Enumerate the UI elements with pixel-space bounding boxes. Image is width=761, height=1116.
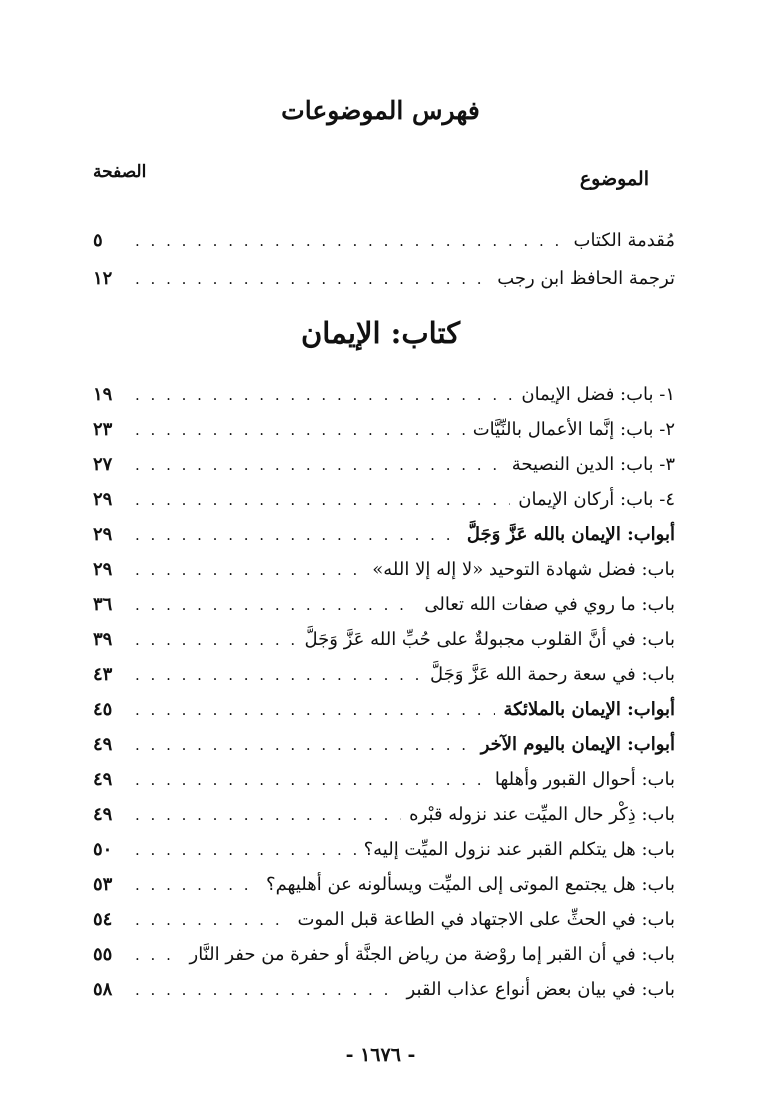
toc-entry-page: ٤٩ bbox=[93, 769, 113, 790]
toc-entry bbox=[93, 482, 675, 517]
dot-leader bbox=[135, 553, 364, 588]
toc-entry bbox=[93, 552, 675, 587]
dot-leader bbox=[135, 448, 504, 483]
toc-entry-title: باب: في أنَّ القلوب مجبولةٌ على حُبِّ الله عَزَّ وَجَلَّ bbox=[304, 629, 675, 650]
toc-entry-page: ٢٣ bbox=[93, 419, 113, 440]
page-title: فهرس الموضوعات bbox=[281, 96, 480, 125]
toc-entry bbox=[93, 832, 675, 867]
page-number: - ١٦٧٦ - bbox=[345, 1044, 416, 1066]
dot-leader bbox=[135, 938, 182, 973]
toc-entry-title: باب: في سعة رحمة الله عَزَّ وَجَلَّ bbox=[430, 664, 675, 685]
column-header-page: الصفحة bbox=[93, 162, 147, 182]
toc-entry bbox=[93, 622, 675, 657]
dot-leader bbox=[135, 868, 258, 903]
toc-entry bbox=[93, 517, 675, 552]
toc-entry bbox=[93, 692, 675, 727]
toc-entry bbox=[93, 447, 675, 482]
toc-entry-page: ٥ bbox=[93, 230, 103, 251]
toc-entry bbox=[93, 377, 675, 412]
dot-leader bbox=[135, 658, 422, 693]
toc-entry-title: باب: في الحثِّ على الاجتهاد في الطاعة قبل الموت bbox=[297, 909, 675, 930]
dot-leader bbox=[135, 413, 465, 448]
toc-entry bbox=[93, 587, 675, 622]
toc-entry-page: ٤٣ bbox=[93, 664, 113, 685]
toc-entry bbox=[93, 657, 675, 692]
dot-leader bbox=[135, 763, 487, 798]
toc-entry-page: ٢٧ bbox=[93, 454, 113, 475]
toc-entry-page: ٢٩ bbox=[93, 559, 113, 580]
dot-leader bbox=[135, 222, 566, 260]
toc-entry-title: أبواب: الإيمان بالملائكة bbox=[503, 699, 675, 720]
toc-entry bbox=[93, 937, 675, 972]
toc-entry-title: ٣- باب: الدين النصيحة bbox=[511, 454, 675, 475]
dot-leader bbox=[135, 588, 416, 623]
dot-leader bbox=[135, 483, 510, 518]
dot-leader bbox=[135, 903, 289, 938]
toc-entry-page: ٢٩ bbox=[93, 524, 113, 545]
toc-entry-title: مُقدمة الكتاب bbox=[573, 230, 675, 251]
toc-entry-page: ٤٩ bbox=[93, 804, 113, 825]
toc-entry bbox=[93, 260, 675, 298]
dot-leader bbox=[135, 798, 401, 833]
toc-entry-title: باب: في بيان بعض أنواع عذاب القبر bbox=[406, 979, 675, 1000]
intro-list bbox=[93, 222, 675, 298]
toc-entry-title: ٤- باب: أركان الإيمان bbox=[518, 489, 675, 510]
toc-entry bbox=[93, 972, 675, 1007]
toc-entry-title: ترجمة الحافظ ابن رجب bbox=[497, 268, 675, 289]
toc-entry-page: ٥٤ bbox=[93, 909, 113, 930]
toc-entry-title: باب: ما روي في صفات الله تعالى bbox=[424, 594, 675, 615]
toc-entry bbox=[93, 727, 675, 762]
toc-entry-page: ٢٩ bbox=[93, 489, 113, 510]
toc-entry-title: باب: هل يجتمع الموتى إلى الميِّت ويسألونه عن أهليهم؟ bbox=[266, 874, 675, 895]
toc-entry-title: باب: في أن القبر إما روْضة من رياض الجنَّة أو حفرة من حفر النَّار bbox=[189, 944, 675, 965]
toc-entry bbox=[93, 412, 675, 447]
toc-entry-title: أبواب: الإيمان بالله عَزَّ وَجَلَّ bbox=[466, 524, 675, 545]
dot-leader bbox=[135, 728, 473, 763]
dot-leader bbox=[135, 693, 495, 728]
column-header-topic: الموضوع bbox=[579, 168, 649, 190]
dot-leader bbox=[135, 378, 513, 413]
toc-entry bbox=[93, 902, 675, 937]
dot-leader bbox=[135, 623, 297, 658]
dot-leader bbox=[135, 260, 489, 298]
dot-leader bbox=[135, 973, 399, 1008]
toc-entry-page: ٣٩ bbox=[93, 629, 113, 650]
toc-entry-title: ٢- باب: إنَّما الأعمال بالنِّيَّات bbox=[472, 419, 675, 440]
toc-entry-page: ٥٠ bbox=[93, 839, 113, 860]
toc-entry-page: ٥٥ bbox=[93, 944, 113, 965]
toc-entry bbox=[93, 797, 675, 832]
toc-entry-title: باب: ذِكْر حال الميِّت عند نزوله قبْره bbox=[409, 804, 675, 825]
toc-entry-page: ٥٣ bbox=[93, 874, 113, 895]
toc-entry bbox=[93, 222, 675, 260]
toc-entry-page: ٤٩ bbox=[93, 734, 113, 755]
toc-entry-title: باب: هل يتكلم القبر عند نزول الميِّت إليه؟ bbox=[363, 839, 675, 860]
toc-entry-page: ٥٨ bbox=[93, 979, 113, 1000]
toc-entry-page: ١٩ bbox=[93, 384, 113, 405]
dot-leader bbox=[135, 833, 356, 868]
section-title: كتاب: الإيمان bbox=[300, 316, 461, 350]
toc-entry-page: ٤٥ bbox=[93, 699, 113, 720]
toc-entry-title: ١- باب: فضل الإيمان bbox=[521, 384, 675, 405]
toc-entry-title: باب: أحوال القبور وأهلها bbox=[494, 769, 675, 790]
toc-entry bbox=[93, 762, 675, 797]
toc-entry-page: ٣٦ bbox=[93, 594, 113, 615]
toc-entry bbox=[93, 867, 675, 902]
dot-leader bbox=[135, 518, 459, 553]
toc-entry-title: أبواب: الإيمان باليوم الآخر bbox=[480, 734, 675, 755]
toc-entry-page: ١٢ bbox=[93, 268, 113, 289]
toc-list bbox=[93, 377, 675, 1007]
toc-entry-title: باب: فضل شهادة التوحيد «لا إله إلا الله» bbox=[372, 559, 675, 580]
